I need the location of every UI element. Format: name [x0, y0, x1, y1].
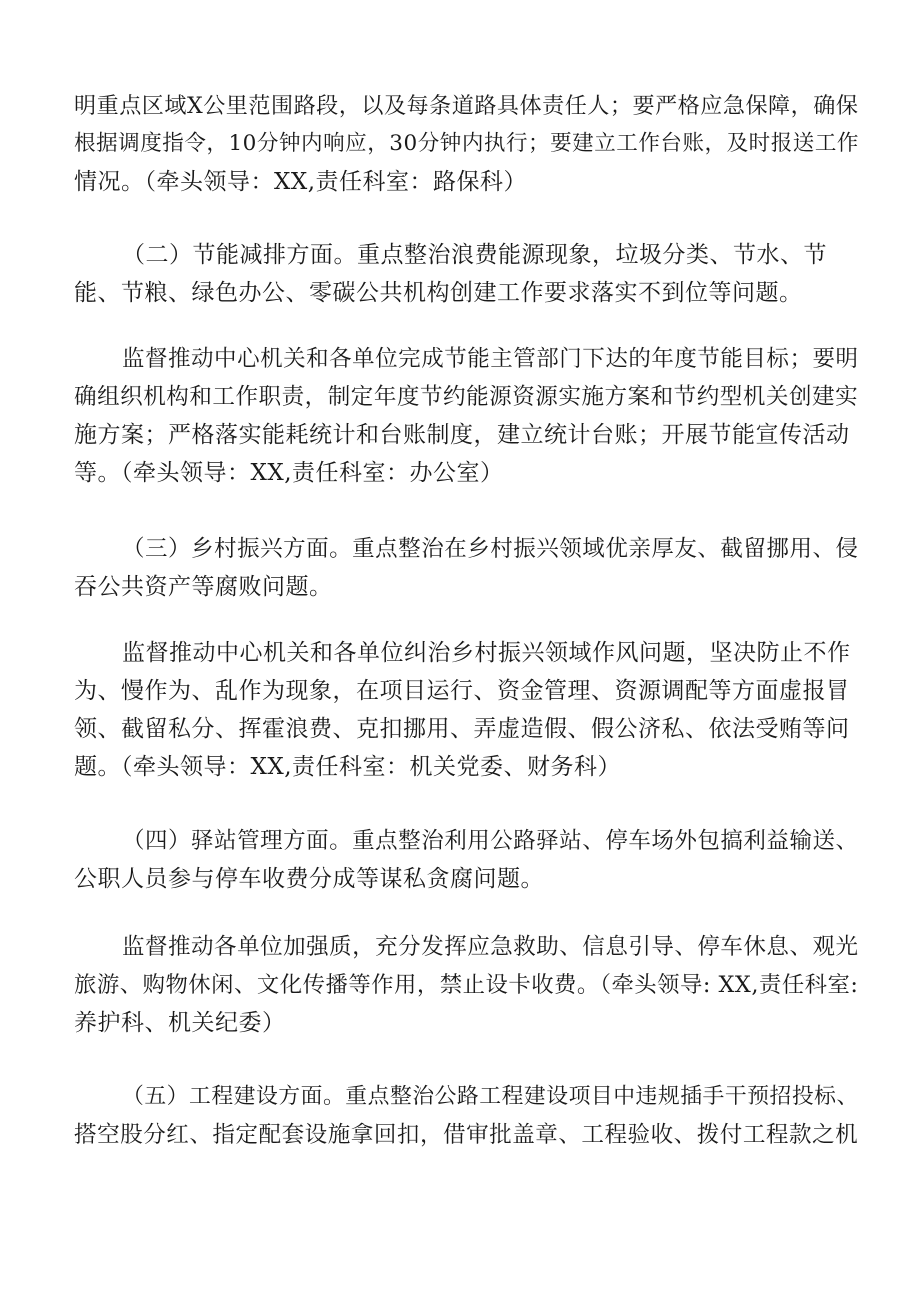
text-line: 为、慢作为、乱作为现象，在项目运行、资金管理、资源调配等方面虚报冒 [74, 678, 850, 704]
paragraph-rural-revitalization-heading [74, 530, 866, 606]
text-line: 旅游、购物休闲、文化传播等作用，禁止设卡收费。（牵头领导: XX,责任科室: [74, 972, 859, 998]
text-line: 搭空股分红、指定配套设施拿回扣，借审批盖章、工程验收、拨付工程款之机 [74, 1122, 859, 1148]
paragraph-energy-saving-heading [74, 236, 866, 312]
text-line: 情况。（牵头领导：XX,责任科室：路保科） [74, 169, 528, 195]
text-line: 能、节粮、绿色办公、零碳公共机构创建工作要求落实不到位等问题。 [74, 280, 803, 306]
text-line: 养护科、机关纪委） [74, 1010, 286, 1036]
text-line: 施方案；严格落实能耗统计和台账制度，建立统计台账；开展节能宣传活动 [74, 422, 850, 448]
text-line: 领、截留私分、挥霍浪费、克扣挪用、弄虚造假、假公济私、依法受贿等问 [74, 716, 850, 742]
paragraph-station-management-body [74, 928, 866, 1042]
paragraph-engineering-construction-heading [74, 1078, 866, 1154]
text-line: 等。（牵头领导：XX,责任科室：办公室） [74, 460, 504, 486]
text-line: 根据调度指令，10分钟内响应，30分钟内执行；要建立工作台账，及时报送工作 [74, 131, 859, 156]
text-line: 明重点区域X公里范围路段，以及每条道路具体责任人；要严格应急保障，确保 [74, 93, 859, 119]
text-line: （四）驿站管理方面。重点整治利用公路驿站、停车场外包搞利益输送、 [122, 828, 859, 854]
paragraph-station-management-heading [74, 822, 866, 898]
paragraph-rural-revitalization-body [74, 634, 866, 786]
text-line: 公职人员参与停车收费分成等谋私贪腐问题。 [74, 866, 544, 892]
text-line: 监督推动各单位加强质，充分发挥应急救助、信息引导、停车休息、观光 [122, 934, 859, 960]
text-line: 监督推动中心机关和各单位完成节能主管部门下达的年度节能目标；要明 [122, 346, 859, 372]
text-line: （五）工程建设方面。重点整治公路工程建设项目中违规插手干预招投标、 [122, 1084, 859, 1109]
text-line: 监督推动中心机关和各单位纠治乡村振兴领域作风问题，坚决防止不作 [122, 640, 851, 666]
text-line: （三）乡村振兴方面。重点整治在乡村振兴领域优亲厚友、截留挪用、侵 [122, 536, 859, 562]
paragraph-energy-saving-body [74, 340, 866, 492]
text-line: 题。（牵头领导：XX,责任科室：机关党委、财务科） [74, 754, 622, 780]
paragraph-road-protection-cont [74, 87, 866, 201]
text-line: 确组织机构和工作职责，制定年度节约能源资源实施方案和节约型机关创建实 [74, 384, 859, 410]
text-line: 吞公共资产等腐败问题。 [74, 574, 333, 600]
text-line: （二）节能减排方面。重点整治浪费能源现象，垃圾分类、节水、节 [122, 242, 827, 268]
